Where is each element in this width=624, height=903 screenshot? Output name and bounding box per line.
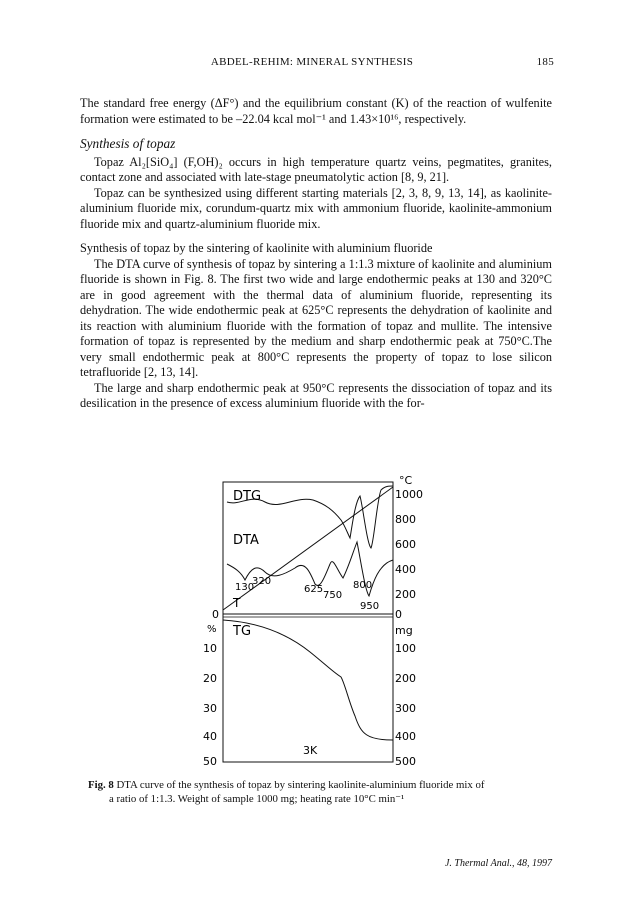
- caption-line-2: a ratio of 1:1.3. Weight of sample 1000 mg; heating rate 10°C min⁻¹: [109, 792, 405, 805]
- right-tick: 800: [395, 513, 416, 526]
- left-tick: 40: [203, 730, 217, 743]
- peak-label: 800: [353, 580, 373, 591]
- right-unit-top: °C: [399, 474, 413, 487]
- peak-label: 625: [304, 584, 324, 595]
- peak-label: 750: [323, 590, 343, 601]
- page-number: 185: [536, 56, 554, 68]
- paragraph-1: The standard free energy (ΔF°) and the equilibrium constant (K) of the reaction of wulfenite formation were estimated to be –22.04 kcal mol⁻¹ and 1.43×10¹⁶, respectively.: [80, 96, 552, 126]
- right-tick: 0: [395, 608, 402, 621]
- right-tick: 100: [395, 642, 416, 655]
- figure-caption: [88, 779, 554, 806]
- left-tick: 50: [203, 755, 217, 768]
- right-tick: 200: [395, 672, 416, 685]
- paragraph-3: Topaz can be synthesized using different starting materials [2, 3, 8, 9, 13, 14], as kaolinite-aluminium fluoride mix, corundum-quartz mix with ammonium fluoride, kaolinite-ammonium fluoride mix and quartz-aluminium fluoride mix.: [80, 185, 552, 231]
- right-tick: 500: [395, 755, 416, 768]
- right-tick: 600: [395, 538, 416, 551]
- right-tick: 1000: [395, 488, 423, 501]
- paragraph-2: Topaz Al₂[SiO₄] (F,OH)₂ occurs in high temperature quartz veins, pegmatites, granites, contact zone and associated with late-stage pneumatolytic action [8, 9, 21].: [80, 154, 552, 184]
- dta-label: DTA: [233, 533, 259, 548]
- right-unit-bottom: mg: [395, 624, 413, 637]
- paragraph-5: The large and sharp endothermic peak at 950°C represents the dissociation of topaz and its desilication in the presence of excess aluminium fluoride with the for-: [80, 380, 552, 410]
- left-tick: 20: [203, 672, 217, 685]
- section-title: Synthesis of topaz: [80, 136, 176, 151]
- left-tick: 30: [203, 702, 217, 715]
- left-unit: %: [207, 624, 217, 635]
- right-tick: 200: [395, 588, 416, 601]
- peak-label: 130: [235, 582, 255, 593]
- left-tick: 10: [203, 642, 217, 655]
- dta-figure: [195, 472, 455, 772]
- caption-line-1: DTA curve of the synthesis of topaz by sintering kaolinite-aluminium fluoride mix of: [113, 779, 485, 791]
- tg-label: TG: [233, 624, 252, 639]
- paragraph-4: The DTA curve of synthesis of topaz by sintering a 1:1.3 mixture of kaolinite and aluminium fluoride is shown in Fig. 8. The first two wide and large endothermic peaks at 130 and 320°C are in good agreement with the thermal data of aluminium fluoride, representing its dehydration. The wide endothermic peak at 625°C represents the dehydration of kaolinite and its reaction with aluminium fluoride with the formation of topaz and mullite. The intensive formation of topaz is represented by the medium and sharp endothermic peak at 750°C.The very small endothermic peak at 800°C represents the property of topaz to lose silicon tetrafluoride [2, 13, 14].: [80, 256, 552, 379]
- sample-label: 3K: [303, 744, 318, 757]
- t-label: T: [233, 596, 241, 610]
- right-tick: 400: [395, 563, 416, 576]
- running-title: ABDEL-REHIM: MINERAL SYNTHESIS: [210, 56, 414, 68]
- subsection-title: Synthesis of topaz by the sintering of kaolinite with aluminium fluoride: [80, 241, 433, 255]
- right-tick: 300: [395, 702, 416, 715]
- peak-label: 320: [252, 576, 272, 587]
- right-tick: 400: [395, 730, 416, 743]
- body-text: [80, 96, 552, 412]
- caption-label: Fig. 8: [88, 779, 114, 791]
- figure-frame: [223, 482, 393, 762]
- left-zero: 0: [212, 608, 219, 621]
- dtg-label: DTG: [233, 489, 262, 504]
- journal-footer: J. Thermal Anal., 48, 1997: [444, 858, 552, 869]
- peak-label: 950: [360, 601, 380, 612]
